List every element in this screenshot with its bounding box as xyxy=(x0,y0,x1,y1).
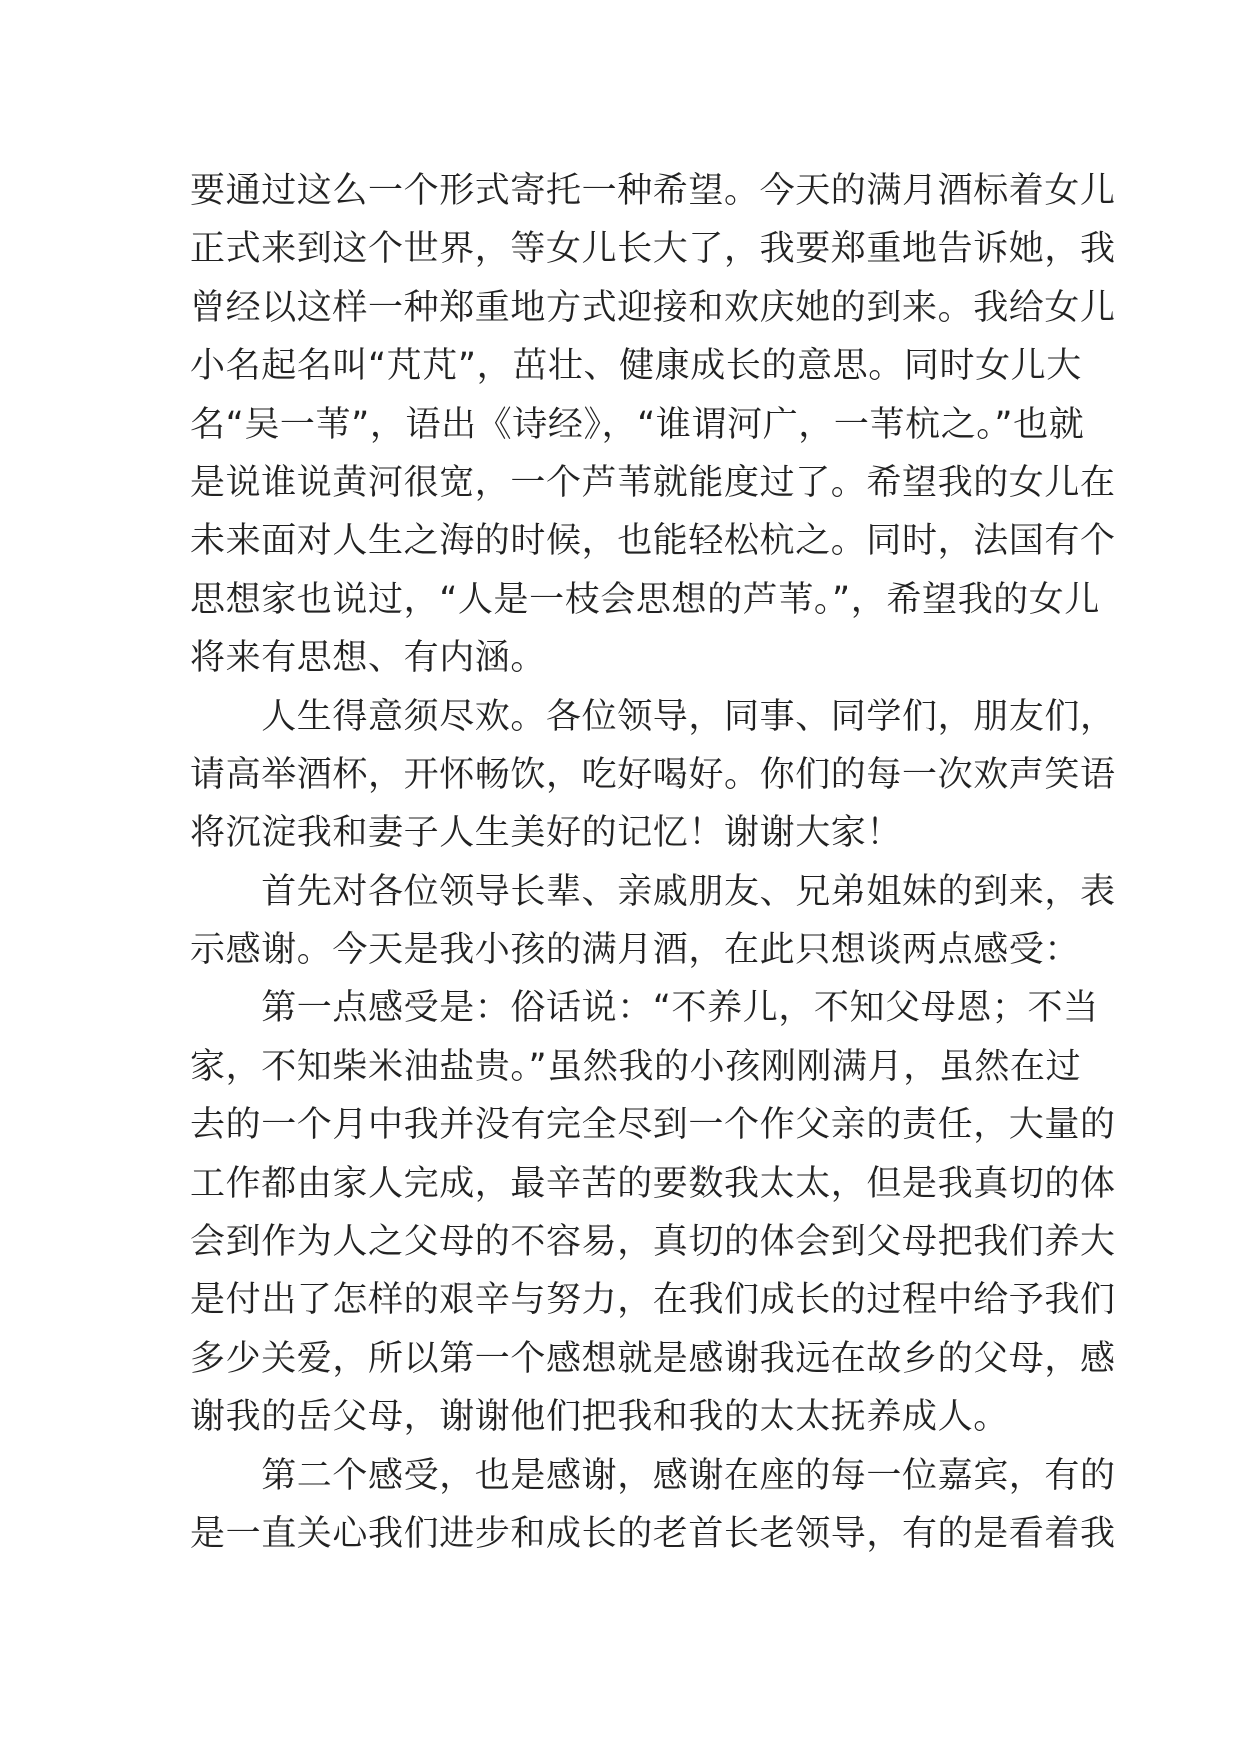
text-line: 多少关爱，所以第一个感想就是感谢我远在故乡的父母，感 xyxy=(190,1338,1116,1379)
text-line: 是一直关心我们进步和成长的老首长老领导，有的是看着我 xyxy=(190,1513,1116,1554)
text-line: 去的一个月中我并没有完全尽到一个作父亲的责任，大量的 xyxy=(190,1105,1116,1146)
text-line: 要通过这么一个形式寄托一种希望。今天的满月酒标着女儿 xyxy=(190,171,1116,211)
text-line: 请高举酒杯，开怀畅饮，吃好喝好。你们的每一次欢声笑语 xyxy=(190,754,1116,795)
text-line: 人生得意须尽欢。各位领导，同事、同学们，朋友们， xyxy=(190,696,1116,737)
text-line: 示感谢。今天是我小孩的满月酒，在此只想谈两点感受： xyxy=(190,930,1081,971)
text-line: 家，不知柴米油盐贵。”虽然我的小孩刚刚满月，虽然在过 xyxy=(190,1046,1082,1087)
text-line: 第一点感受是：俗话说：“不养儿，不知父母恩；不当 xyxy=(190,988,1099,1029)
text-line: 将沉淀我和妻子人生美好的记忆！谢谢大家！ xyxy=(190,813,903,854)
text-line: 谢我的岳父母，谢谢他们把我和我的太太抚养成人。 xyxy=(190,1397,1009,1438)
text-line: 曾经以这样一种郑重地方式迎接和欢庆她的到来。我给女儿 xyxy=(190,287,1116,328)
text-line: 正式来到这个世界，等女儿长大了，我要郑重地告诉她，我 xyxy=(190,229,1116,270)
body-text xyxy=(190,162,1116,1563)
text-line: 是付出了怎样的艰辛与努力，在我们成长的过程中给予我们 xyxy=(190,1280,1116,1321)
text-line: 将来有思想、有内涵。 xyxy=(190,638,547,679)
text-line: 是说谁说黄河很宽，一个芦苇就能度过了。希望我的女儿在 xyxy=(190,462,1116,503)
text-line: 未来面对人生之海的时候，也能轻松杭之。同时，法国有个 xyxy=(190,521,1116,562)
text-line: 首先对各位领导长辈、亲戚朋友、兄弟姐妹的到来，表 xyxy=(190,871,1116,912)
text-line: 思想家也说过，“人是一枝会思想的芦苇。”，希望我的女儿 xyxy=(190,579,1100,620)
text-line: 名“吴一苇”，语出《诗经》，“谁谓河广，一苇杭之。”也就 xyxy=(190,404,1085,445)
text-line: 小名起名叫“芃芃”，茁壮、健康成长的意思。同时女儿大 xyxy=(190,346,1082,387)
text-line: 工作都由家人完成，最辛苦的要数我太太，但是我真切的体 xyxy=(190,1163,1116,1204)
text-line: 第二个感受，也是感谢，感谢在座的每一位嘉宾，有的 xyxy=(190,1455,1116,1496)
text-line: 会到作为人之父母的不容易，真切的体会到父母把我们养大 xyxy=(190,1222,1116,1263)
